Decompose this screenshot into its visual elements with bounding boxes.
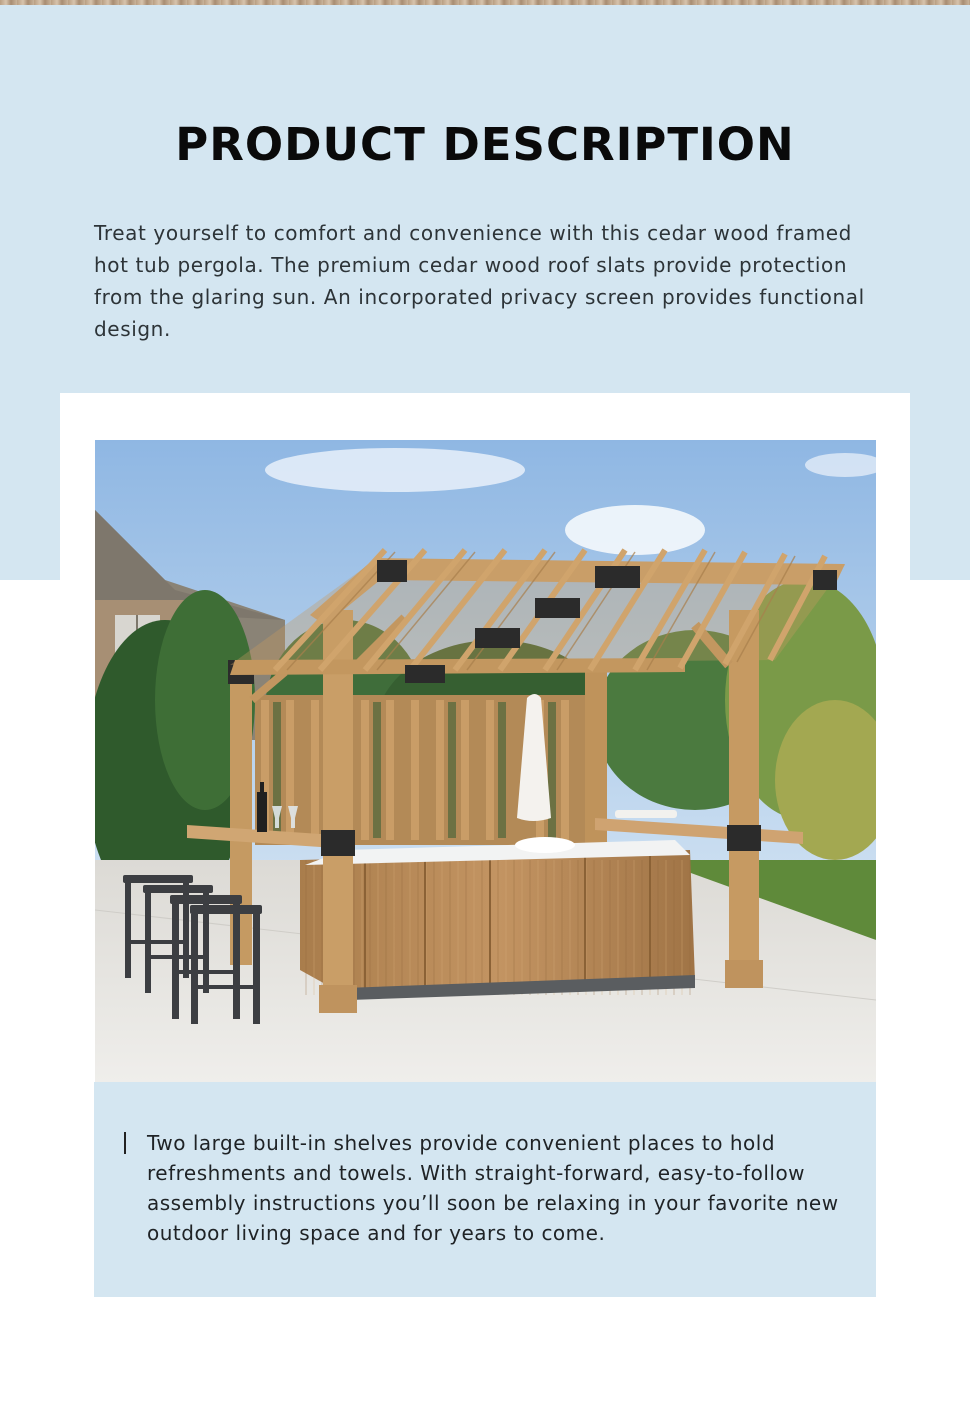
intro-paragraph: Treat yourself to comfort and convenience with this cedar wood framed hot tub pergola. The premium cedar wood roof slats provide protection from the glaring sun. An incorporated privacy screen provides functional design.	[94, 221, 865, 341]
callout-accent-bar	[124, 1132, 126, 1154]
section-title: PRODUCT DESCRIPTION	[175, 118, 795, 171]
product-photo	[95, 440, 876, 1082]
feature-paragraph: Two large built-in shelves provide convenient places to hold refreshments and towels. With straight-forward, easy-to-follow assembly instructions you’ll soon be relaxing in your favorite new outdoor living space and for years to come.	[147, 1131, 839, 1245]
